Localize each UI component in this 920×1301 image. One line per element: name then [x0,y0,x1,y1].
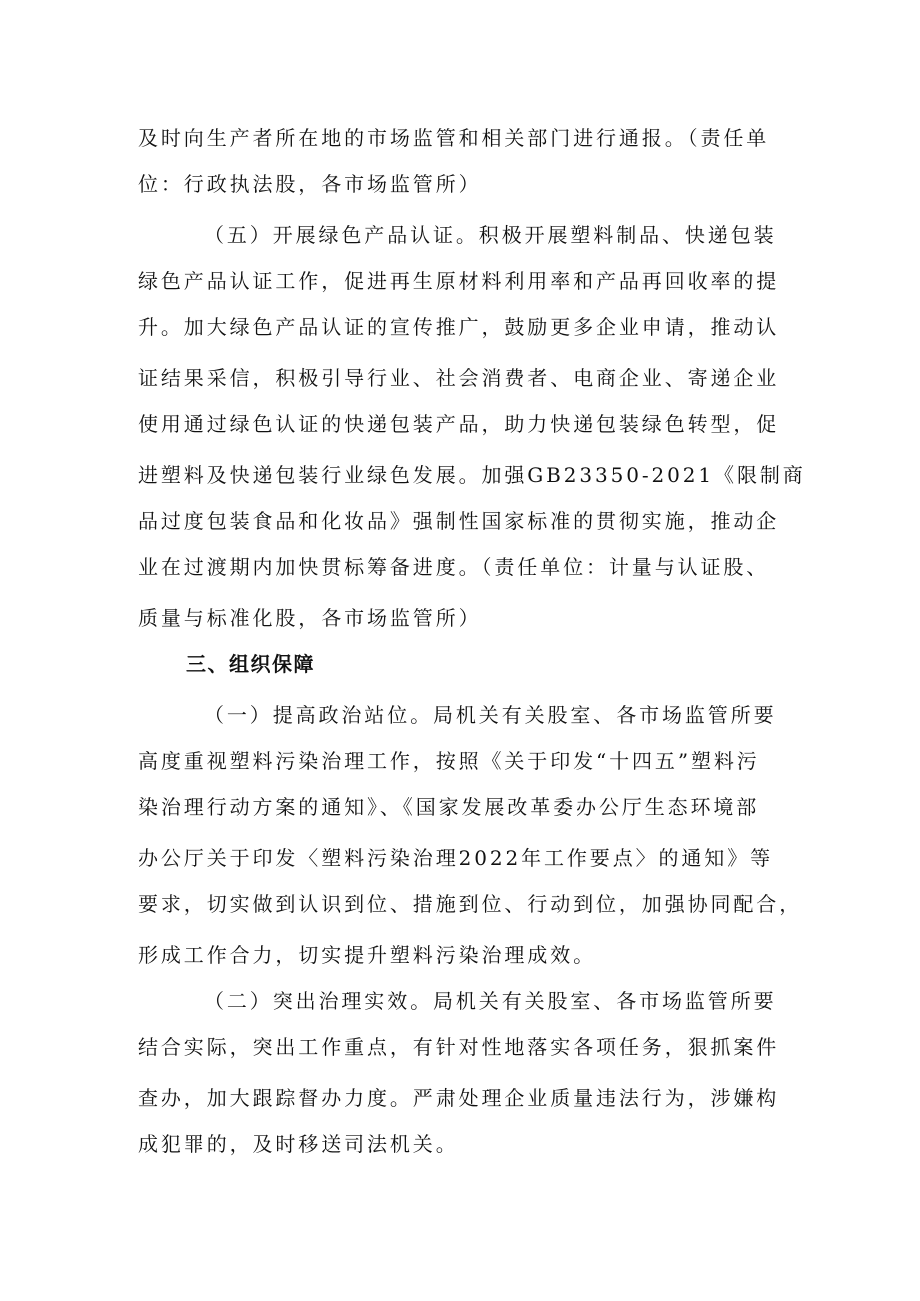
body-text-line: 办公厅关于印发〈塑料污染治理2022年工作要点〉的通知》等 [138,846,773,870]
body-text-line: 要求，切实做到认识到位、措施到位、行动到位，加强协同配合， [138,892,803,916]
body-text-line: 进塑料及快递包装行业绿色发展。加强GB23350-2021《限制商 [138,463,806,487]
body-text-line: 品过度包装食品和化妆品》强制性国家标准的贯彻实施，推动企 [138,509,780,533]
section-heading: 三、组织保障 [186,652,315,676]
body-text-line: 绿色产品认证工作，促进再生原材料利用率和产品再回收率的提 [138,269,780,293]
paragraph-first-line: （二）突出治理实效。局机关有关股室、各市场监管所要 [204,989,777,1013]
body-text-line: 业在过渡期内加快贯标筹备进度。（责任单位：计量与认证股、 [138,555,770,579]
body-text-line: 证结果采信，积极引导行业、社会消费者、电商企业、寄递企业 [138,366,780,390]
body-text-line: 查办，加大跟踪督办力度。严肃处理企业质量违法行为，涉嫌构 [138,1086,780,1110]
body-text-line: 质量与标准化股，各市场监管所） [138,606,482,630]
paragraph-first-line: （五）开展绿色产品认证。积极开展塑料制品、快递包装 [204,223,777,247]
body-text-line: 位：行政执法股，各市场监管所） [138,172,482,196]
body-text-line: 形成工作合力，切实提升塑料污染治理成效。 [138,943,596,967]
paragraph-first-line: （一）提高政治站位。局机关有关股室、各市场监管所要 [204,703,777,727]
body-text-line: 及时向生产者所在地的市场监管和相关部门进行通报。（责任单 [138,126,770,150]
body-text-line: 成犯罪的，及时移送司法机关。 [138,1132,459,1156]
body-text-line: 染治理行动方案的通知》、《国家发展改革委办公厅生态环境部 [138,795,760,819]
body-text-line: 使用通过绿色认证的快递包装产品，助力快递包装绿色转型，促 [138,412,780,436]
body-text-line: 高度重视塑料污染治理工作，按照《关于印发“十四五”塑料污 [138,749,760,773]
body-text-line: 升。加大绿色产品认证的宣传推广，鼓励更多企业申请，推动认 [138,315,780,339]
body-text-line: 结合实际，突出工作重点，有针对性地落实各项任务，狠抓案件 [138,1035,780,1059]
